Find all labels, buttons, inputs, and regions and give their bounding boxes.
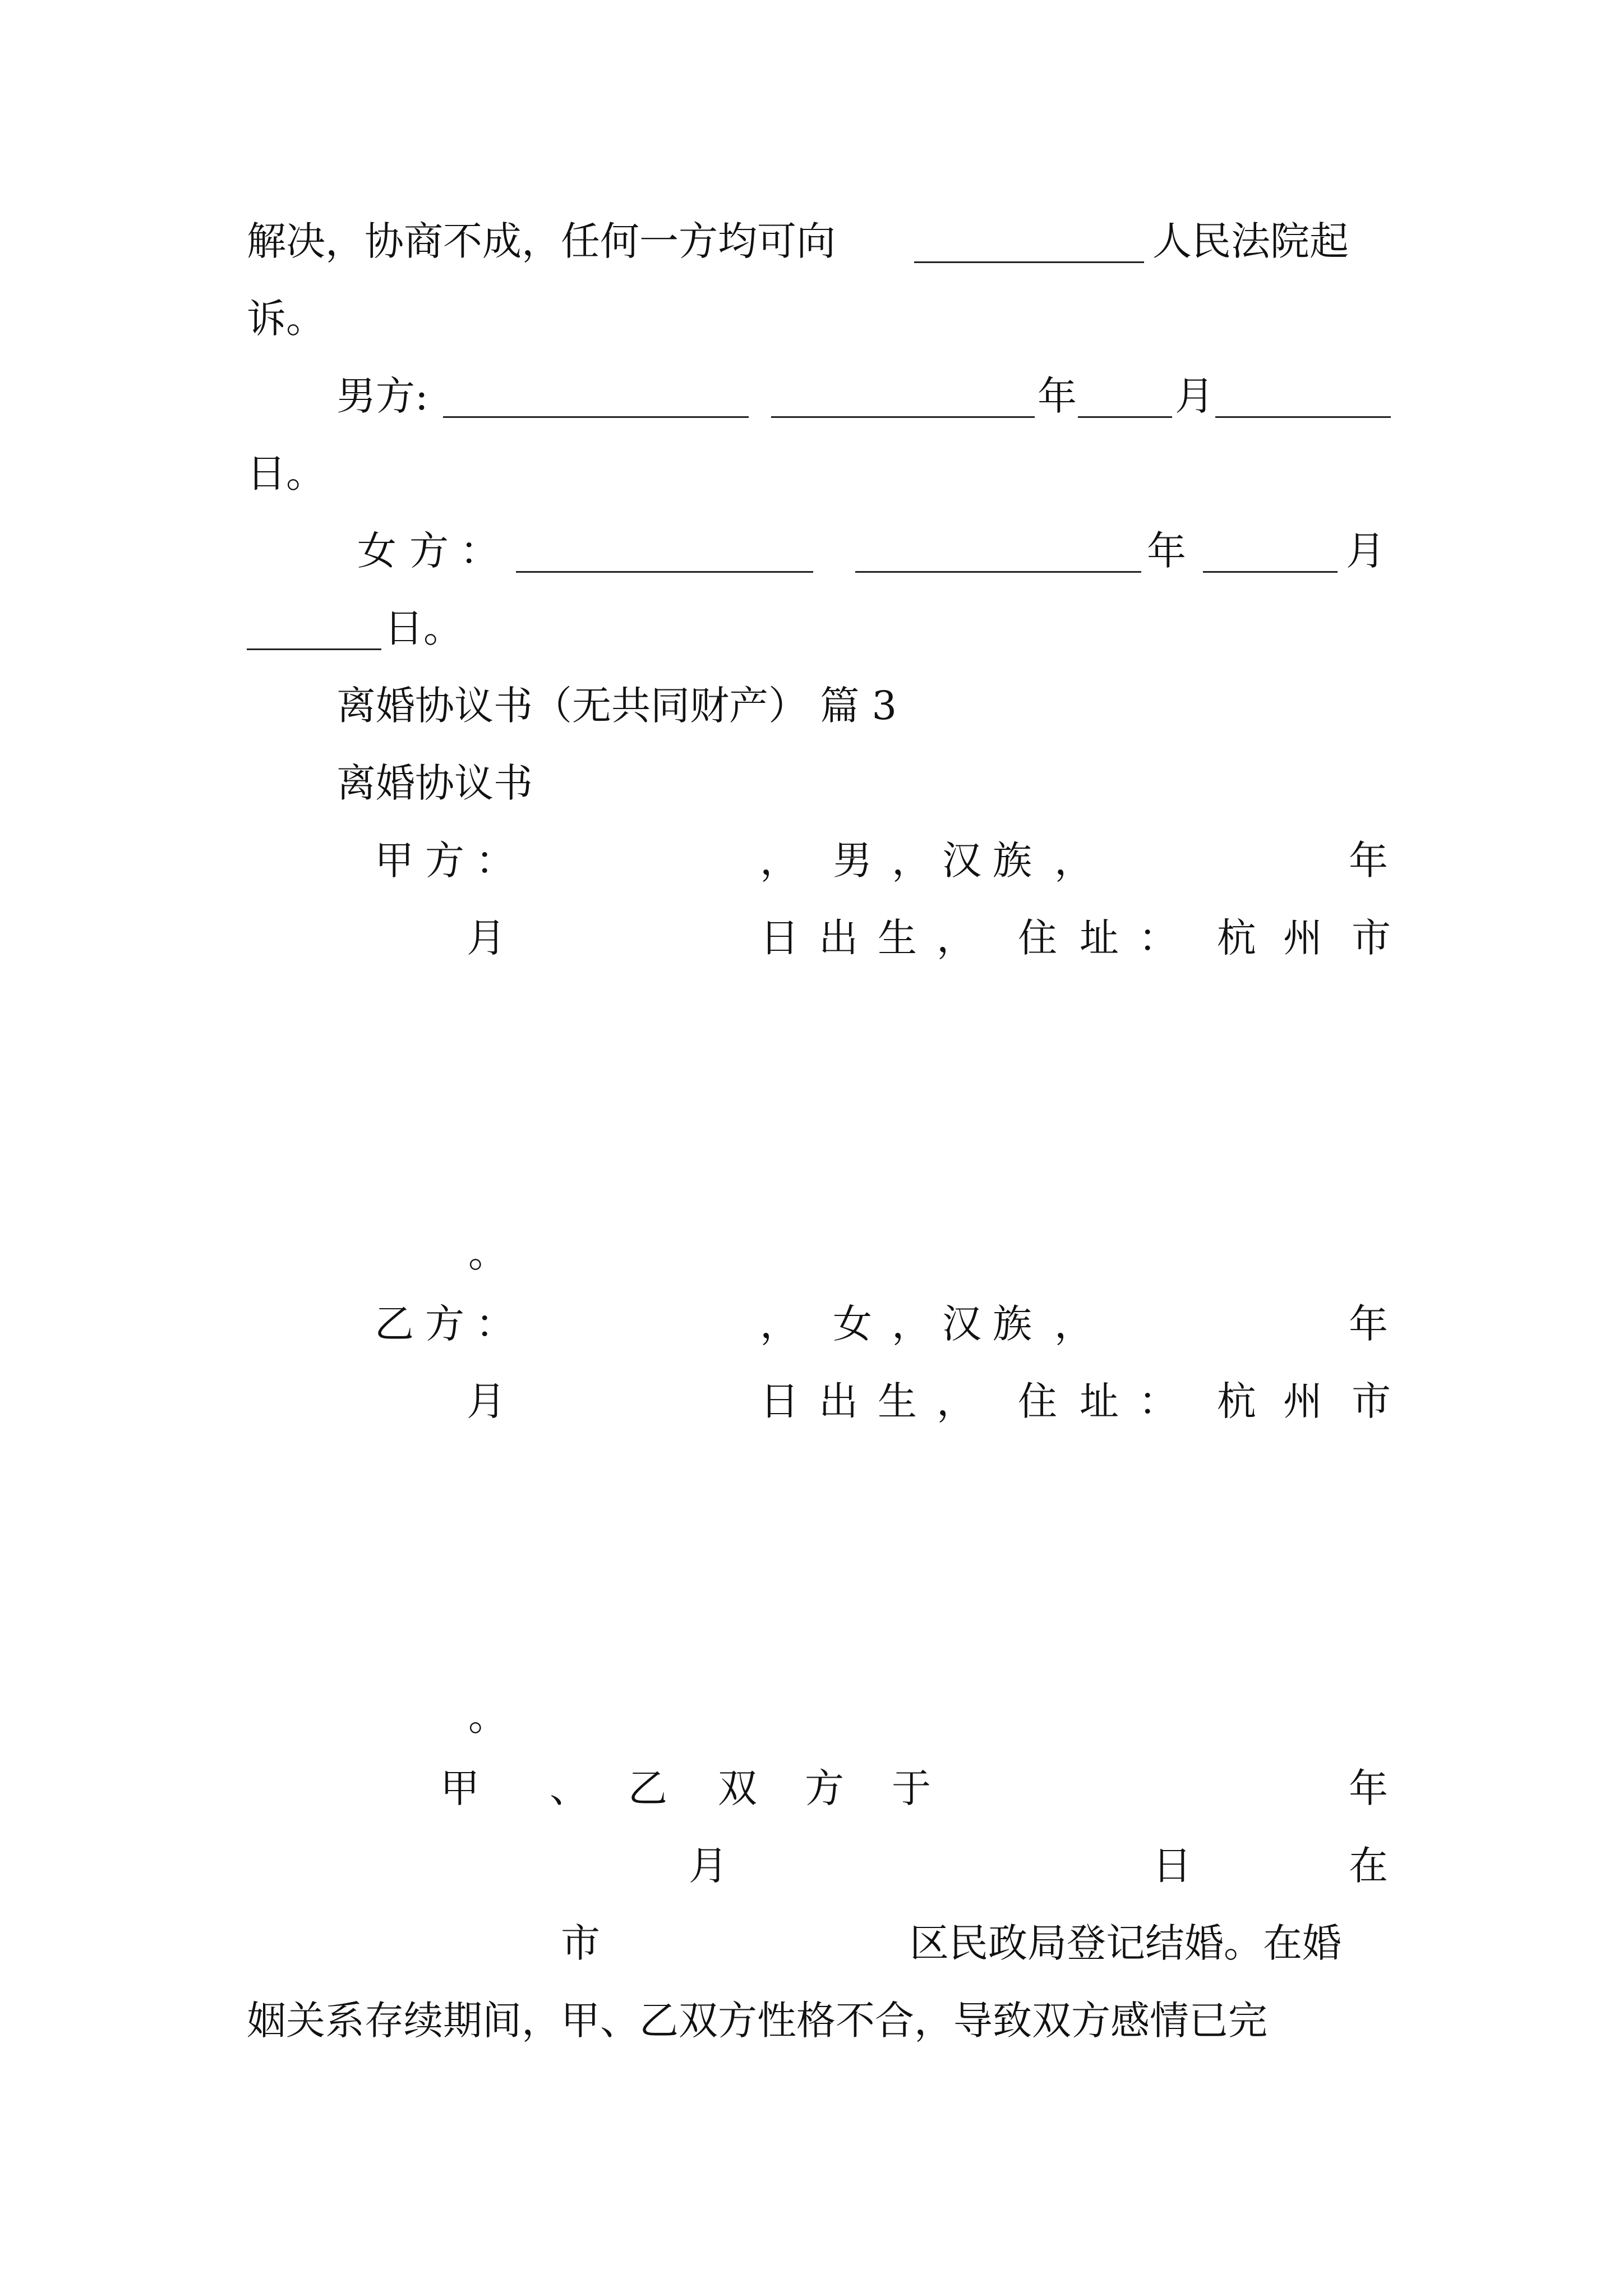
female-signature-day-line — [247, 589, 1391, 668]
party-a-line-2 — [247, 899, 1391, 977]
blank-underline — [1215, 416, 1391, 418]
char: 住 — [1018, 1378, 1057, 1424]
char: 日 — [760, 915, 799, 961]
period: 。 — [468, 1694, 508, 1740]
char: ： — [476, 838, 515, 884]
char: 年 — [1349, 1765, 1388, 1811]
char: ， — [760, 1301, 799, 1347]
year-label: 年 — [1038, 373, 1077, 419]
char: 址 — [1080, 915, 1119, 961]
text-segment: 区民政局登记结婚。在婚 — [910, 1920, 1341, 1966]
char: 州 — [1283, 915, 1322, 961]
char: 乙 — [628, 1765, 667, 1811]
char: 乙 — [375, 1301, 414, 1347]
char: 、 — [550, 1765, 589, 1811]
char: 生 — [878, 915, 917, 961]
female-signature-line — [247, 512, 1391, 590]
marriage-line-4 — [247, 1981, 1391, 2060]
party-a-line-1 — [247, 821, 1391, 900]
char: ， — [937, 915, 976, 961]
char: ， — [1054, 1301, 1094, 1347]
text-segment: 人民法院起 — [1152, 218, 1349, 264]
char: ， — [760, 838, 799, 884]
char: 方 — [409, 528, 449, 574]
marriage-line-1 — [247, 1749, 1391, 1828]
text-segment: 诉。 — [247, 296, 325, 342]
party-a-end — [247, 1214, 1391, 1292]
char: 年 — [1349, 838, 1388, 884]
char: 男 — [833, 838, 872, 884]
char: 方 — [425, 838, 464, 884]
month-label: 月 — [1346, 528, 1385, 574]
char: 生 — [878, 1378, 917, 1424]
char: 住 — [1018, 915, 1057, 961]
blank-underline — [771, 416, 1035, 418]
document-title-text: 离婚协议书 — [336, 760, 533, 806]
char: 族 — [993, 838, 1032, 884]
paragraph-line — [247, 202, 1391, 280]
char: 出 — [819, 915, 858, 961]
char: 杭 — [1217, 1378, 1256, 1424]
period: 。 — [468, 1230, 508, 1276]
blank-underline — [1203, 571, 1338, 573]
char: 杭 — [1217, 915, 1256, 961]
char: 于 — [892, 1765, 931, 1811]
document-title — [247, 744, 1391, 822]
char: 甲 — [440, 1765, 479, 1811]
char: 方 — [805, 1765, 844, 1811]
char: ： — [1138, 915, 1178, 961]
day-label: 日。 — [384, 605, 463, 651]
char: ： — [476, 1301, 515, 1347]
text-segment: 解决，协商不成，任何一方均可向 — [247, 218, 836, 264]
char: ： — [1138, 1378, 1178, 1424]
section-heading-text: 离婚协议书（无共同财产） 篇 3 — [336, 683, 897, 729]
char: 址 — [1080, 1378, 1119, 1424]
blank-underline — [855, 571, 1141, 573]
char: ， — [892, 1301, 931, 1347]
char: ， — [937, 1378, 976, 1424]
char: 族 — [993, 1301, 1032, 1347]
char: ： — [460, 528, 499, 574]
text-segment: 姻关系存续期间，甲、乙双方性格不合，导致双方感情已完 — [247, 1998, 1267, 2044]
char: 日 — [760, 1378, 799, 1424]
male-signature-day-line — [247, 434, 1391, 513]
marriage-line-3 — [247, 1904, 1391, 1982]
char: 年 — [1349, 1301, 1388, 1347]
char: 方 — [425, 1301, 464, 1347]
char: 州 — [1283, 1378, 1322, 1424]
section-heading — [247, 666, 1391, 745]
party-b-end — [247, 1677, 1391, 1756]
char: 甲 — [375, 838, 414, 884]
male-label: 男方: — [336, 373, 428, 419]
char: 女 — [833, 1301, 872, 1347]
month-label: 月 — [1175, 373, 1214, 419]
char: ， — [1054, 838, 1094, 884]
char: 市 — [1352, 915, 1391, 961]
char: 市 — [1352, 1378, 1391, 1424]
male-signature-line — [247, 357, 1391, 435]
char: ， — [892, 838, 931, 884]
char: 日 — [1152, 1843, 1192, 1889]
char: 出 — [819, 1378, 858, 1424]
char: 汉 — [942, 838, 981, 884]
party-b-line-1 — [247, 1285, 1391, 1363]
day-label: 日。 — [247, 450, 325, 496]
char: 月 — [467, 915, 506, 961]
blank-underline — [914, 261, 1144, 263]
blank-underline — [1078, 416, 1172, 418]
char: 月 — [467, 1378, 506, 1424]
paragraph-line — [247, 279, 1391, 358]
blank-underline — [516, 571, 813, 573]
char: 市 — [561, 1920, 600, 1966]
blank-underline — [247, 648, 381, 650]
blank-underline — [443, 416, 749, 418]
marriage-line-2 — [247, 1826, 1391, 1905]
year-label: 年 — [1147, 528, 1186, 574]
party-b-line-2 — [247, 1362, 1391, 1441]
char: 汉 — [942, 1301, 981, 1347]
char: 双 — [718, 1765, 757, 1811]
char: 在 — [1349, 1843, 1388, 1889]
char: 月 — [689, 1843, 728, 1889]
char: 女 — [357, 528, 396, 574]
